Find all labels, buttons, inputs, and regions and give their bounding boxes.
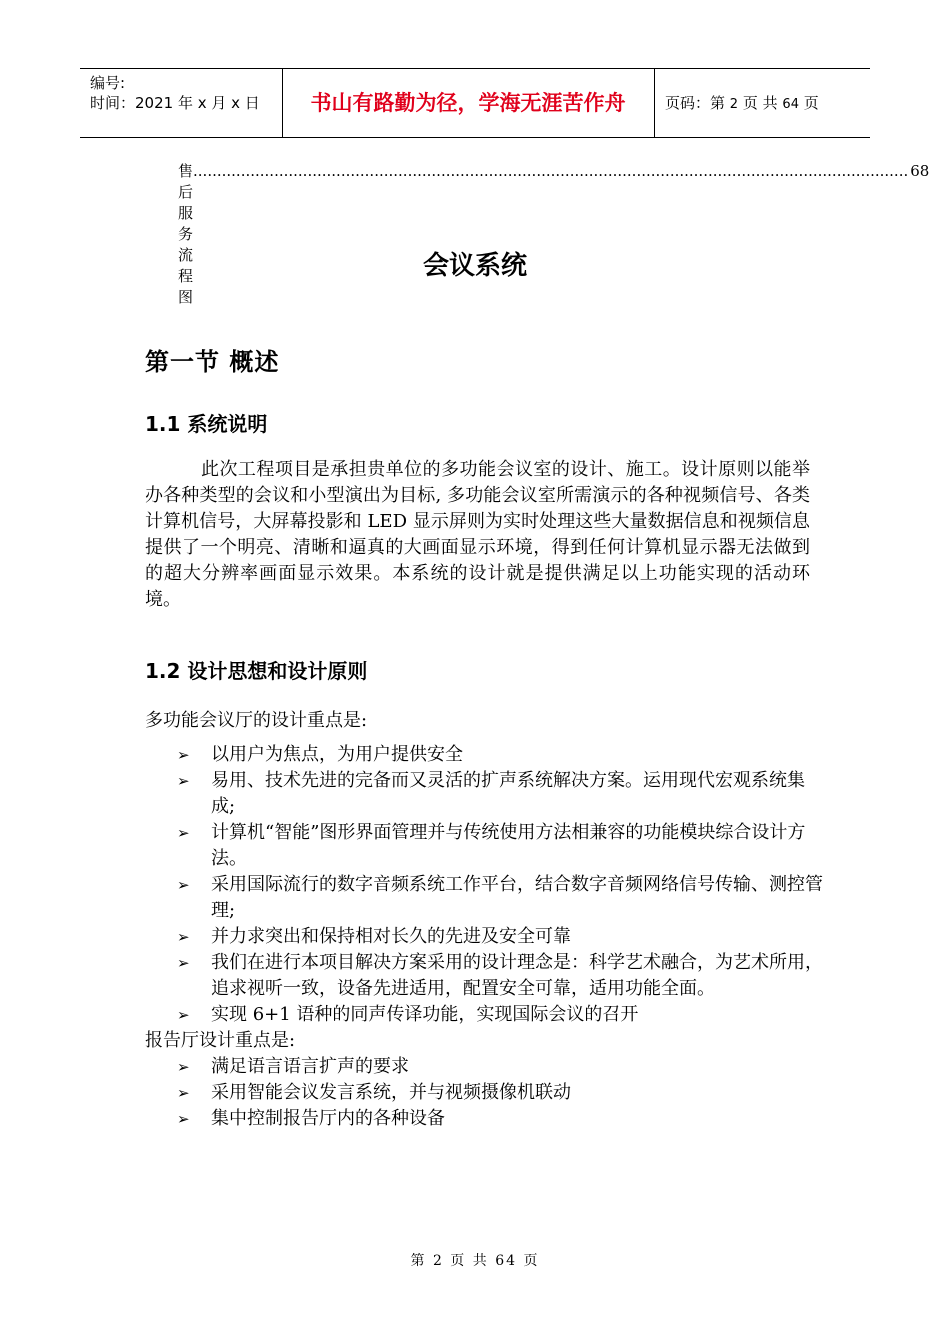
list-item [145, 924, 825, 950]
list-item-text: 采用智能会议发言系统，并与视频摄像机联动 [211, 1082, 571, 1103]
page-footer: 第 2 页 共 64 页 [410, 1253, 540, 1269]
list-item-text: 集中控制报告厅内的各种设备 [211, 1108, 445, 1129]
list-item-text: 满足语言语言扩声的要求 [211, 1056, 409, 1077]
document-title: 会议系统 [422, 251, 527, 281]
page-header [80, 68, 870, 138]
arrow-bullet-icon: ➢ [177, 1084, 190, 1102]
arrow-bullet-icon: ➢ [177, 954, 190, 972]
list-item-text: 计算机“智能”图形界面管理并与传统使用方法相兼容的功能模块综合设计方法。 [211, 822, 806, 869]
arrow-bullet-icon: ➢ [177, 928, 190, 946]
list-item-text: 采用国际流行的数字音频系统工作平台，结合数字音频网络信号传输、测控管理; [211, 874, 823, 921]
list-item [145, 742, 825, 768]
list-item [145, 1002, 825, 1028]
subsection-heading-1-2: 1.2 设计思想和设计原则 [145, 659, 368, 683]
document-number-label: 编号: [90, 74, 126, 92]
page-number: 2 [729, 97, 739, 112]
list-item-text: 易用、技术先进的完备而又灵活的扩声系统解决方案。运用现代宏观系统集成; [211, 770, 805, 817]
list-item-text: 并力求突出和保持相对长久的先进及安全可靠 [211, 926, 571, 947]
header-motto: 书山有路勤为径，学海无涯苦作舟 [282, 69, 655, 137]
page-mid: 页 共 [742, 94, 778, 112]
page-label: 页码：第 [665, 94, 726, 112]
list-item [145, 950, 825, 1002]
list-item [145, 1054, 825, 1080]
paragraph-text: 此次工程项目是承担贵单位的多功能会议室的设计、施工。设计原则以能举办各种类型的会议和小型演出为目标, 多功能会议室所需演示的各种视频信号、各类计算机信号，大屏幕投影和 LED 显示屏则为实时处理这些大量数据信息和视频信息提供了一个明亮、清晰和逼真的大画面显示环境，得到任何计算机显示器无法做到的超大分辨率画面显示效果。本系统的设计就是提供满足以上功能实现的活动环境。 [145, 459, 810, 610]
arrow-bullet-icon: ➢ [177, 1110, 190, 1128]
subsection-heading-1-1: 1.1 系统说明 [145, 412, 268, 436]
list-item [145, 1106, 825, 1132]
arrow-bullet-icon: ➢ [177, 876, 190, 894]
document-date-label: 时间：2021 年 x 月 x 日 [90, 94, 260, 112]
toc-entry-title: 售后服务流程图 [178, 162, 194, 306]
arrow-bullet-icon: ➢ [177, 746, 190, 764]
list-item [145, 872, 825, 924]
toc-entry[interactable] [178, 160, 930, 307]
list-item [145, 1080, 825, 1106]
arrow-bullet-icon: ➢ [177, 772, 190, 790]
system-description-paragraph [145, 457, 810, 613]
list-item-text: 实现 6+1 语种的同声传译功能，实现国际会议的召开 [211, 1004, 639, 1025]
page-end: 页 [803, 94, 819, 112]
list-intro-report-hall: 报告厅设计重点是: [145, 1030, 296, 1051]
toc-page-number: 68 [910, 162, 930, 180]
header-info-cell [80, 69, 283, 137]
arrow-bullet-icon: ➢ [177, 1006, 190, 1024]
list-item-text: 我们在进行本项目解决方案采用的设计理念是：科学艺术融合，为艺术所用，追求视听一致，设备先进适用，配置安全可靠，适用功能全面。 [211, 952, 823, 999]
list-intro-multifunction: 多功能会议厅的设计重点是: [145, 710, 368, 731]
design-points-list [145, 742, 825, 1132]
header-page-info [665, 69, 819, 137]
list-item [145, 768, 825, 820]
list-item-text: 以用户为焦点，为用户提供安全 [211, 744, 463, 765]
arrow-bullet-icon: ➢ [177, 824, 190, 842]
page-total: 64 [782, 97, 799, 112]
list-item [145, 820, 825, 872]
arrow-bullet-icon: ➢ [177, 1058, 190, 1076]
section-heading: 第一节 概述 [145, 348, 280, 376]
toc-leader-dots: ...................................................................................................................................................... [193, 162, 909, 180]
